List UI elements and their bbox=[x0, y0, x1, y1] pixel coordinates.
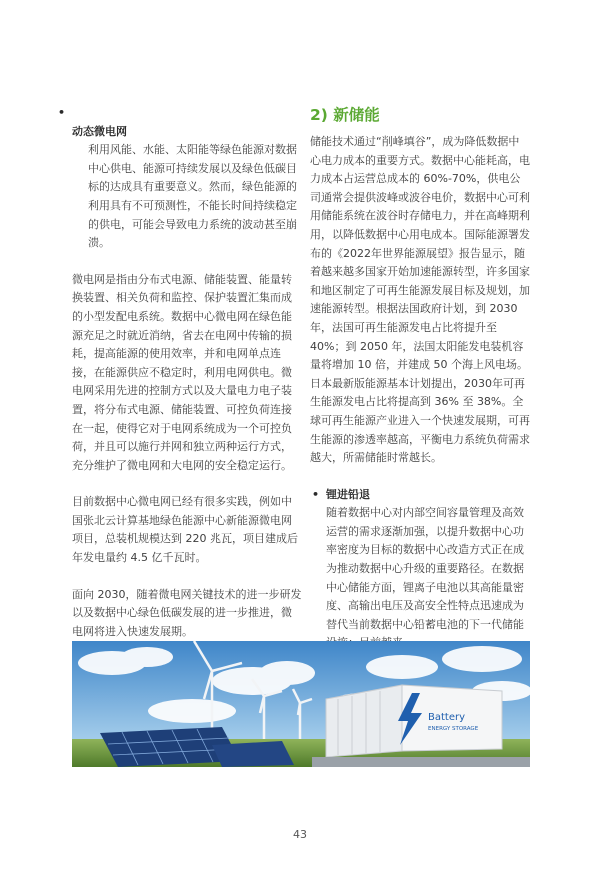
paragraph: 微电网是指由分布式电源、储能装置、能量转换装置、相关负荷和监控、保护装置汇集而成的小型发配电系统。数据中心微电网在绿色能源充足之时就近消纳，省去在电网中传输的损耗，提高能源的使用效率，并和电网单点连接，在能源供应不稳定时，利用电网供电。微电网采用先进的控制方式以及大量电力电子装置，将分布式电源、储能装置、可控负荷连接在一起，使得它对于电网系统成为一个可控负荷，并且可以施行并网和独立两种运行方式，充分维护了微电网和大电网的安全稳定运行。 bbox=[72, 272, 292, 472]
paragraph: 面向 2030，随着微电网关键技术的进一步研发以及数据中心绿色低碳发展的进一步推进，微电网将进入快速发展期。 bbox=[72, 587, 302, 638]
bullet-body: 利用风能、水能、太阳能等绿色能源对数据中心供电、能源可持续发展以及绿色低碳目标的达成具有重要意义。然而，绿色能源的利用具有不可预测性，不能长时间持续稳定的供电，可能会导致电力系统的波动甚至崩溃。 bbox=[88, 143, 297, 250]
battery-label: Battery bbox=[428, 712, 466, 723]
right-column bbox=[310, 104, 530, 653]
section-title: 2) 新储能 bbox=[310, 106, 380, 124]
bullet-heading bbox=[312, 486, 530, 505]
battery-sublabel: ENERGY STORAGE bbox=[428, 726, 479, 732]
left-column bbox=[58, 104, 302, 641]
page-number: 43 bbox=[293, 828, 307, 841]
bullet-icon: • bbox=[58, 106, 66, 119]
bullet-heading-microgrid bbox=[58, 104, 302, 141]
bullet-title: 动态微电网 bbox=[72, 124, 127, 138]
bullet-body: 随着数据中心对内部空间容量管理及高效运营的需求逐渐加强，以提升数据中心功率密度为目标的数据中心改造方式正在成为推动数据中心升级的重要路径。在数据中心储能方面，锂离子电池以其高能量密度、高输出电压及高安全性特点迅速成为替代当前数据中心铅蓄电池的下一代储能 bbox=[326, 506, 524, 631]
bullet-icon: • bbox=[312, 487, 320, 501]
bullet-section-lithium bbox=[310, 486, 530, 653]
bullet-title: 锂进铅退 bbox=[326, 487, 370, 501]
energy-storage-illustration bbox=[72, 641, 530, 767]
paragraph: 目前数据中心微电网已经有很多实践，例如中国张北云计算基地绿色能源中心新能源微电网项目，总装机规模达到 220 兆瓦，项目建成后年发电量约 4.5 亿千瓦时。 bbox=[72, 495, 298, 565]
paragraph: 储能技术通过“削峰填谷”，成为降低数据中心电力成本的重要方式。数据中心能耗高，电力成本占运营总成本的 60%-70%，供电公司通常会提供波峰或波谷电价，数据中心可利用储能系统在波谷时存储电力，并在高峰期利用，以降低数据中心用电成本。国际能源署发布的《2022年世界能源展望》报告显示，随着越来越多国家开始加速能源转型，许多国家和地区制定了可再生能源发展目标及规划，加速能源转型。根据法国政府计划，到 2030 年，法国可再生能源发电占比将提升至 40%；到 2050 年，法国太阳能发电装机容量将增加 10 倍，并建成 50 个海上风电场。日本最新版能源基本计划提出，2030年可再生能源发电占比将提高到 36% 至 38%。全球可再生能源产业进入一个快速发展期，可再生能源的渗透率越高，平衡电力系统负荷需求越大，所需储能时常越长。 bbox=[310, 135, 530, 465]
